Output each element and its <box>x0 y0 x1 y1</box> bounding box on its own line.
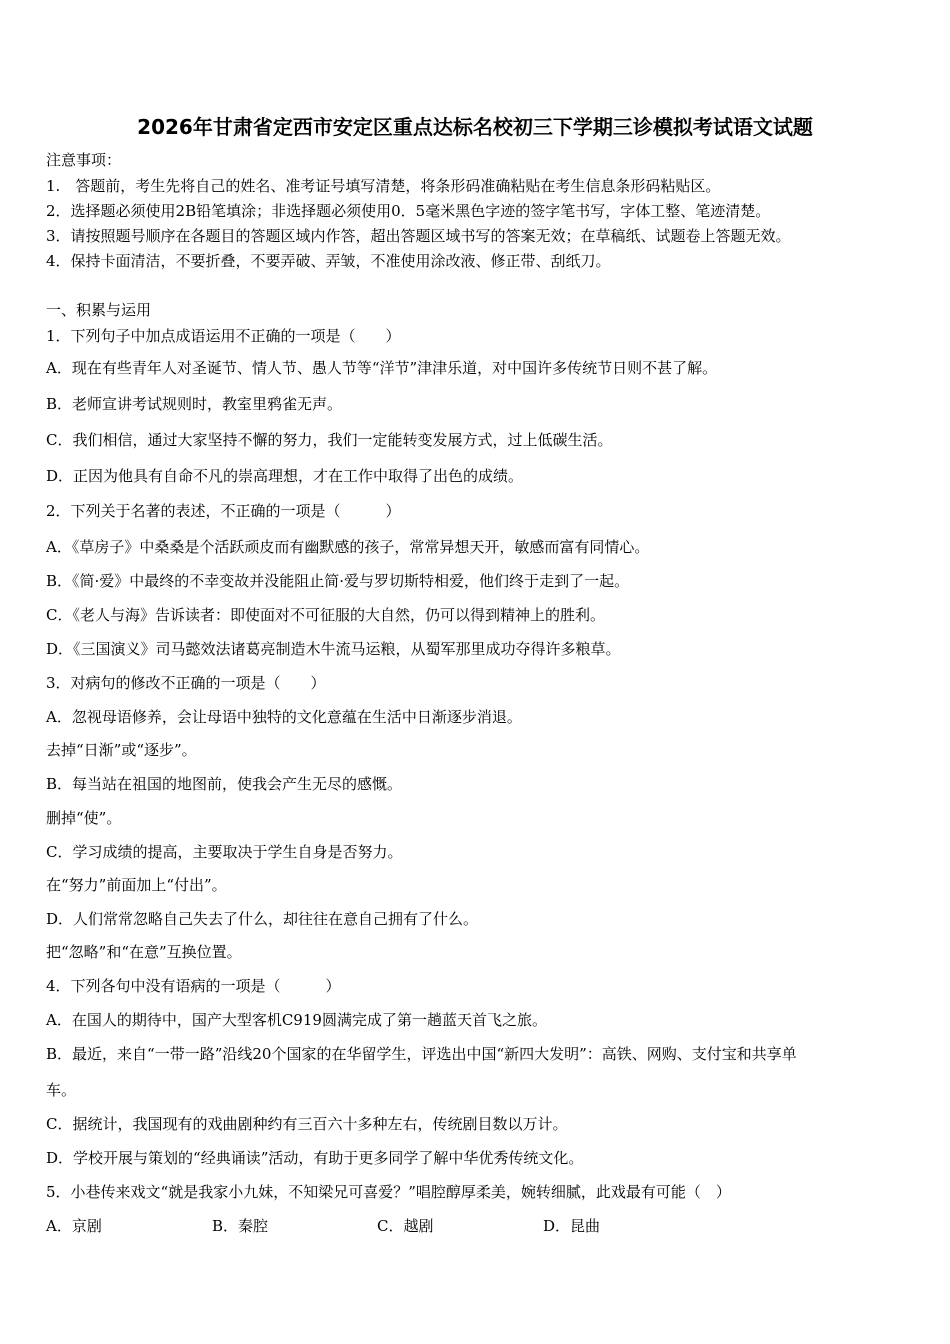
notice-item: 3．请按照题号顺序在各题目的答题区域内作答，超出答题区域书写的答案无效；在草稿纸、试题卷上答题无效。 <box>46 227 791 245</box>
option-line: C．据统计，我国现有的戏曲剧种约有三百六十多种左右，传统剧目数以万计。 <box>46 1115 568 1133</box>
revision-line: 去掉“日渐”或“逐步”。 <box>46 741 197 759</box>
option-line: D．正因为他具有自命不凡的崇高理想，才在工作中取得了出色的成绩。 <box>46 467 524 485</box>
question-3: 3．对病句的修改不正确的一项是（ ） <box>46 674 326 692</box>
notice-item: 4．保持卡面清洁，不要折叠，不要弄破、弄皱，不准使用涂改液、修正带、刮纸刀。 <box>46 252 611 270</box>
option-line: A．现在有些青年人对圣诞节、情人节、愚人节等“洋节”津津乐道，对中国许多传统节日则不甚了解。 <box>46 359 718 377</box>
notice-heading: 注意事项： <box>46 151 122 169</box>
option-line: A．《草房子》中桑桑是个活跃顽皮而有幽默感的孩子，常常异想天开，敏感而富有同情心。 <box>46 538 650 556</box>
page-title: 2026年甘肃省定西市安定区重点达标名校初三下学期三诊模拟考试语文试题 <box>137 115 813 139</box>
q5-option-c: C．越剧 <box>377 1217 434 1235</box>
option-line: B．《简·爱》中最终的不幸变故并没能阻止简·爱与罗切斯特相爱，他们终于走到了一起。 <box>46 572 630 590</box>
option-line: B．老师宣讲考试规则时，教室里鸦雀无声。 <box>46 395 343 413</box>
revision-line: 把“忽略”和“在意”互换位置。 <box>46 943 242 961</box>
q5-option-a: A．京剧 <box>46 1217 102 1235</box>
option-line: C．我们相信，通过大家坚持不懈的努力，我们一定能转变发展方式，过上低碳生活。 <box>46 431 613 449</box>
question-4: 4．下列各句中没有语病的一项是（ ） <box>46 977 341 995</box>
option-line: C．《老人与海》告诉读者：即使面对不可征服的大自然，仍可以得到精神上的胜利。 <box>46 606 605 624</box>
option-line: B．每当站在祖国的地图前，使我会产生无尽的感慨。 <box>46 775 403 793</box>
q5-option-d: D．昆曲 <box>543 1217 601 1235</box>
option-line: B．最近，来自“一带一路”沿线20个国家的在华留学生，评选出中国“新四大发明”：高铁、网购、支付宝和共享单 <box>46 1045 797 1063</box>
option-line: D．人们常常忽略自己失去了什么，却往往在意自己拥有了什么。 <box>46 910 479 928</box>
notice-item: 1. 答题前，考生先将自己的姓名、准考证号填写清楚，将条形码准确粘贴在考生信息条形码粘贴区。 <box>46 177 721 195</box>
question-2: 2．下列关于名著的表述，不正确的一项是（ ） <box>46 502 401 520</box>
question-1: 1．下列句子中加点成语运用不正确的一项是（ ） <box>46 327 401 345</box>
section-heading: 一、积累与运用 <box>46 301 152 319</box>
revision-line: 在“努力”前面加上“付出”。 <box>46 876 227 894</box>
question-5: 5．小巷传来戏文“就是我家小九妹，不知梁兄可喜爱？”唱腔醇厚柔美，婉转细腻，此戏最有可能（ ） <box>46 1183 731 1201</box>
option-line: C．学习成绩的提高，主要取决于学生自身是否努力。 <box>46 843 403 861</box>
option-line: D．学校开展与策划的“经典诵读”活动，有助于更多同学了解中华优秀传统文化。 <box>46 1149 584 1167</box>
option-line-continued: 车。 <box>46 1081 77 1099</box>
q5-option-b: B．秦腔 <box>212 1217 269 1235</box>
notice-item: 2．选择题必须使用2B铅笔填涂；非选择题必须使用0．5毫米黑色字迹的签字笔书写，字体工整、笔迹清楚。 <box>46 202 771 220</box>
option-line: A．忽视母语修养，会让母语中独特的文化意蕴在生活中日渐逐步消退。 <box>46 708 522 726</box>
option-line: D．《三国演义》司马懿效法诸葛亮制造木牛流马运粮，从蜀军那里成功夺得许多粮草。 <box>46 640 621 658</box>
option-line: A．在国人的期待中，国产大型客机C919圆满完成了第一趟蓝天首飞之旅。 <box>46 1011 547 1029</box>
revision-line: 删掉“使”。 <box>46 809 122 827</box>
